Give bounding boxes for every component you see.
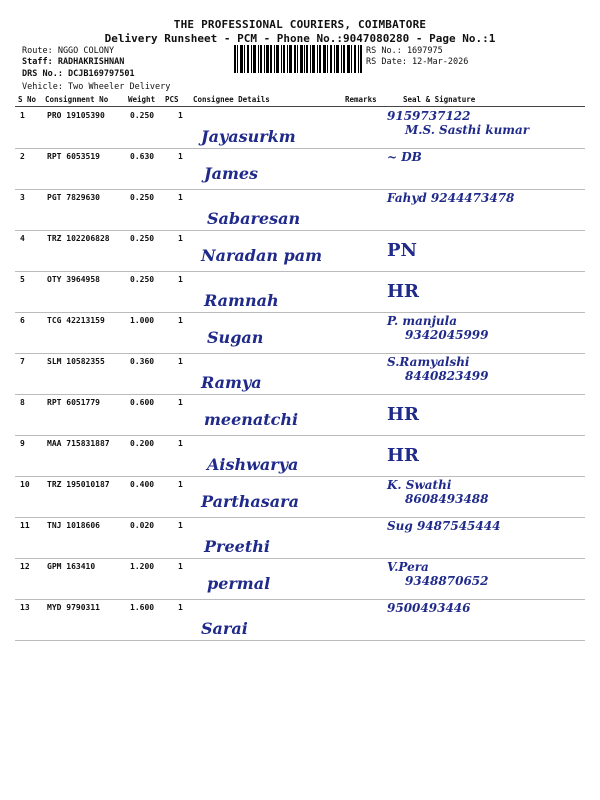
signature-handwriting: 9348870652: [405, 574, 489, 588]
table-row: [15, 230, 585, 272]
table-row: [15, 107, 585, 149]
cell-pcs: 1: [178, 562, 183, 571]
table-row: [15, 189, 585, 231]
cell-consignment: OTY 3964958: [47, 275, 100, 284]
signature-handwriting: 8608493488: [405, 492, 489, 506]
signature-handwriting: Fahyd 9244473478: [387, 191, 515, 205]
signature-handwriting: 9342045999: [405, 328, 489, 342]
signature-handwriting: V.Pera: [387, 560, 429, 574]
consignee-handwriting: permal: [207, 574, 271, 593]
cell-consignment: TNJ 1018606: [47, 521, 100, 530]
cell-weight: 0.250: [130, 275, 155, 284]
consignee-handwriting: Preethi: [204, 537, 270, 556]
drs-number: DRS No.: DCJB169797501: [22, 69, 135, 79]
cell-consignment: TRZ 102206828: [47, 234, 110, 243]
cell-pcs: 1: [178, 275, 183, 284]
signature-handwriting: HR: [387, 281, 419, 302]
cell-weight: 0.250: [130, 111, 155, 120]
cell-weight: 0.250: [130, 193, 155, 202]
staff-text: Staff: RADHAKRISHNAN: [22, 57, 125, 67]
cell-sno: 11: [20, 521, 30, 530]
rs-date: RS Date: 12-Mar-2026: [366, 57, 469, 67]
cell-sno: 12: [20, 562, 30, 571]
signature-handwriting: HR: [387, 445, 419, 466]
company-title: THE PROFESSIONAL COURIERS, COIMBATORE: [173, 18, 427, 31]
runsheet-title: Delivery Runsheet - PCM - Phone No.:9047080280 - Page No.:1: [104, 32, 496, 45]
cell-consignment: MYD 9790311: [47, 603, 100, 612]
cell-consignment: PRO 19105390: [47, 111, 105, 120]
cell-weight: 1.200: [130, 562, 155, 571]
rs-number: RS No.: 1697975: [366, 46, 443, 56]
cell-consignment: SLM 10582355: [47, 357, 105, 366]
cell-weight: 0.200: [130, 439, 155, 448]
cell-sno: 10: [20, 480, 30, 489]
consignee-handwriting: meenatchi: [204, 410, 299, 429]
consignee-handwriting: Aishwarya: [207, 455, 299, 474]
table-row: [15, 558, 585, 600]
cell-sno: 3: [20, 193, 25, 202]
cell-sno: 1: [20, 111, 25, 120]
col-weight: Weight: [128, 95, 156, 104]
cell-consignment: TCG 42213159: [47, 316, 105, 325]
cell-pcs: 1: [178, 398, 183, 407]
col-pcs: PCS: [165, 95, 179, 104]
signature-handwriting: 9159737122: [387, 109, 471, 123]
signature-handwriting: P. manjula: [387, 314, 457, 328]
consignee-handwriting: Naradan pam: [201, 246, 323, 265]
cell-consignment: PGT 7829630: [47, 193, 100, 202]
cell-pcs: 1: [178, 357, 183, 366]
cell-consignment: TRZ 195010187: [47, 480, 110, 489]
table-row: [15, 599, 585, 641]
vehicle-text: Vehicle: Two Wheeler Delivery: [22, 82, 171, 92]
cell-sno: 9: [20, 439, 25, 448]
signature-handwriting: Sug 9487545444: [387, 519, 501, 533]
signature-handwriting: 9500493446: [387, 601, 471, 615]
cell-weight: 0.250: [130, 234, 155, 243]
signature-handwriting: HR: [387, 404, 419, 425]
table-row: [15, 148, 585, 190]
cell-pcs: 1: [178, 603, 183, 612]
cell-weight: 1.600: [130, 603, 155, 612]
cell-consignment: RPT 6051779: [47, 398, 100, 407]
cell-sno: 7: [20, 357, 25, 366]
table-row: [15, 517, 585, 559]
consignee-handwriting: Sarai: [201, 619, 248, 638]
consignee-handwriting: Ramya: [201, 373, 262, 392]
table-row: [15, 312, 585, 354]
consignee-handwriting: Jayasurkm: [201, 127, 296, 146]
consignee-handwriting: Sugan: [207, 328, 264, 347]
cell-pcs: 1: [178, 111, 183, 120]
consignee-handwriting: Ramnah: [204, 291, 279, 310]
cell-weight: 0.020: [130, 521, 155, 530]
table-row: [15, 271, 585, 313]
cell-sno: 6: [20, 316, 25, 325]
cell-pcs: 1: [178, 234, 183, 243]
cell-sno: 8: [20, 398, 25, 407]
cell-weight: 0.360: [130, 357, 155, 366]
table-header: [15, 94, 585, 107]
cell-pcs: 1: [178, 480, 183, 489]
cell-pcs: 1: [178, 152, 183, 161]
cell-consignment: RPT 6053519: [47, 152, 100, 161]
signature-handwriting: ~ DB: [387, 150, 422, 164]
col-consignee: Consignee Details: [193, 95, 270, 104]
table-row: [15, 435, 585, 477]
cell-sno: 4: [20, 234, 25, 243]
cell-sno: 2: [20, 152, 25, 161]
table-row: [15, 353, 585, 395]
consignee-handwriting: Parthasara: [201, 492, 299, 511]
signature-handwriting: PN: [387, 240, 417, 261]
table-row: [15, 476, 585, 518]
route-text: Route: NGGO COLONY: [22, 46, 115, 56]
cell-consignment: MAA 715831887: [47, 439, 110, 448]
cell-pcs: 1: [178, 316, 183, 325]
col-remarks: Remarks: [345, 95, 377, 104]
table-row: [15, 394, 585, 436]
cell-consignment: GPM 163410: [47, 562, 96, 571]
cell-weight: 0.630: [130, 152, 155, 161]
cell-weight: 0.600: [130, 398, 155, 407]
cell-sno: 5: [20, 275, 25, 284]
barcode-image: [234, 45, 362, 73]
cell-sno: 13: [20, 603, 30, 612]
col-consignment: Consignment No: [45, 95, 109, 104]
signature-handwriting: M.S. Sasthi kumar: [405, 123, 530, 137]
col-seal: Seal & Signature: [403, 95, 476, 104]
cell-pcs: 1: [178, 521, 183, 530]
col-sno: S No: [18, 95, 37, 104]
signature-handwriting: 8440823499: [405, 369, 489, 383]
signature-handwriting: K. Swathi: [387, 478, 452, 492]
cell-pcs: 1: [178, 193, 183, 202]
cell-pcs: 1: [178, 439, 183, 448]
cell-weight: 1.000: [130, 316, 155, 325]
cell-weight: 0.400: [130, 480, 155, 489]
consignee-handwriting: James: [204, 164, 259, 183]
consignee-handwriting: Sabaresan: [207, 209, 301, 228]
signature-handwriting: S.Ramyalshi: [387, 355, 470, 369]
